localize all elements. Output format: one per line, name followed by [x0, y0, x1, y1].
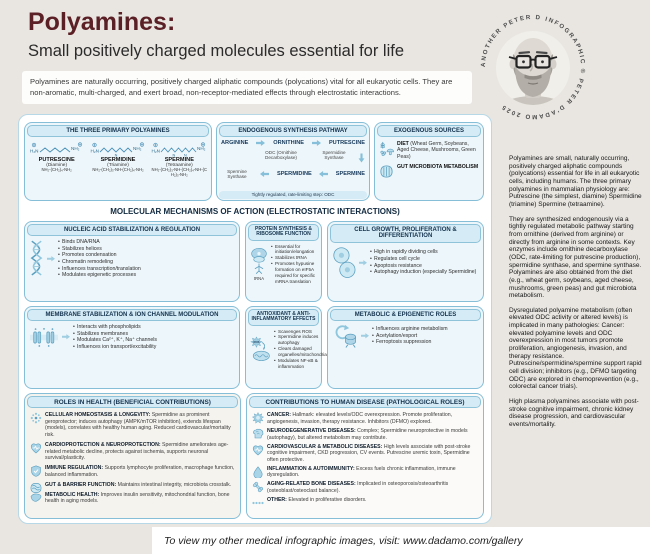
arrow-down-icon	[359, 153, 365, 162]
source-item-title: GUT MICROBIOTA METABOLISM	[397, 164, 479, 171]
node-spermine: SPERMINE	[335, 170, 365, 177]
molecule-formula: NH₂-(CH₂)₃-NH-(CH₂)₄-NH-(CH₂)₃-NH₂	[151, 166, 208, 177]
mechanism-box-cell-growth	[327, 221, 484, 302]
mechanism-bullets	[372, 326, 480, 346]
mechanism-bullets	[73, 324, 236, 351]
page-subtitle: Small positively charged molecules essential for life	[28, 42, 405, 60]
source-item-title: DIET	[397, 140, 409, 147]
mechanism-bullets	[58, 239, 236, 279]
list-item	[29, 412, 235, 438]
item-text: Improves insulin sensitivity, mitochondrial function, bone health in aging models.	[45, 491, 230, 505]
bullet: • Clears damaged organelles/mitochondria	[274, 346, 327, 358]
molecule-name: SPERMIDINE	[100, 156, 136, 163]
bullet: • Apoptosis resistance	[370, 263, 480, 270]
bullet: • Scavenges ROS	[274, 329, 327, 335]
mechanism-bullets	[274, 329, 327, 370]
mechanism-bullets	[271, 244, 318, 285]
source-item-text	[397, 141, 479, 161]
svg-text:NH₂: NH₂	[197, 145, 206, 151]
pathway-row-1	[221, 140, 365, 146]
svg-text:H₂N: H₂N	[29, 148, 39, 154]
footer-gallery-link[interactable]: www.dadamo.com/gallery	[402, 534, 523, 547]
cancer-cell-icon	[252, 412, 264, 424]
bullet: • Interacts with phospholipids	[73, 324, 236, 331]
bullet: • Chromatin remodeling	[58, 259, 236, 266]
node-ornithine: ORNITHINE	[273, 139, 305, 146]
exogenous-sources-header: EXOGENOUS SOURCES	[377, 125, 481, 137]
dividing-cells-icon	[332, 246, 356, 280]
membrane-channel-icon	[29, 327, 59, 348]
arrow-right-icon	[361, 333, 369, 339]
pathway-row-2	[221, 169, 365, 179]
item-text: Elevated in proliferative disorders.	[288, 496, 367, 503]
synthesis-pathway-box	[216, 122, 370, 201]
disease-roles-box	[246, 393, 484, 519]
trna-label: tRNA	[253, 276, 264, 282]
enzyme-spermidine-synthase-label: Spermidine Synthase	[322, 149, 346, 160]
bullet: • Autophagy induction (especially Spermidine)	[370, 269, 480, 276]
ribosome-trna-icon	[250, 247, 268, 281]
enzyme-odc-label: ODC (Ornithine Decarboxylase)	[265, 149, 297, 160]
molecule-type: (Triamine)	[107, 162, 129, 168]
source-item-gut	[375, 162, 483, 181]
mechanism-bullets	[370, 249, 480, 276]
bullet: • Modulates NF-κB & inflammation	[274, 358, 327, 370]
health-roles-header: ROLES IN HEALTH (BENEFICIAL CONTRIBUTIONS)	[27, 396, 238, 408]
intro-text: Polyamines are naturally occurring, positively charged aliphatic compounds (polycations) vital for all eukaryotic cells. They are non-aromatic, multi-charged, and exert broad, non-receptor-mediated effects through electrostatic interactions.	[30, 77, 453, 97]
bullet: • Acetylation/export	[372, 333, 480, 340]
item-text: High levels associate with post-stroke cognitive impairment, CKD progression, CV events. Putrescine uremic toxin, Spermidine often protective.	[267, 443, 471, 463]
longevity-sparkle-icon	[30, 412, 42, 424]
spermine-structure-icon	[151, 141, 207, 157]
mechanism-box-header: METABOLIC & EPIGENETIC ROLES	[330, 309, 481, 321]
list-item	[251, 481, 478, 494]
brain-icon	[252, 428, 264, 440]
molecule-spermidine	[88, 141, 149, 178]
disease-roles-list	[247, 410, 483, 505]
list-item	[29, 482, 235, 489]
enzyme-spermine-synthase-label: Spermine Synthase	[227, 168, 247, 179]
item-title: CARDIOPROTECTION & NEUROPROTECTION:	[45, 442, 161, 449]
item-title: INFLAMMATION & AUTOIMMUNITY:	[267, 465, 355, 472]
svg-text:N: N	[114, 153, 118, 157]
svg-text:NH₂: NH₂	[70, 145, 80, 151]
molecule-type: (Tetraamine)	[165, 162, 193, 168]
disease-roles-header: CONTRIBUTIONS TO HUMAN DISEASE (PATHOLOGICAL ROLES)	[249, 396, 481, 408]
dna-helix-icon	[29, 240, 44, 278]
metabolism-epigenetics-icon	[332, 324, 358, 348]
mechanism-box-nucleic-acid	[24, 221, 240, 302]
item-text: Maintains intestinal integrity, microbiota crosstalk.	[117, 481, 232, 488]
source-item-diet	[375, 139, 483, 163]
bullet: • Stabilizes tRNA	[271, 255, 318, 261]
droplet-icon	[252, 466, 264, 478]
node-putrescine: PUTRESCINE	[328, 139, 365, 146]
sidebar-paragraph: They are synthesized endogenously via a tightly regulated metabolic pathway starting from ornithine (derived from arginine) or directly from arginine in some contexts. Key enzymes include ornithine decarboxylase (ODC, rate-limiting for putrescine production), spermidine synthase, and spermine synthase. Polyamines are also obtained from the diet (e.g., wheat germ, soybeans, aged cheese, mushrooms, green peas) and gut microbiota metabolism.	[509, 215, 642, 300]
bone-icon	[252, 481, 264, 493]
bullet: • Promotes condensation	[58, 252, 236, 259]
bullet: • High in rapidly dividing cells	[370, 249, 480, 256]
badge-ring-text: ANOTHER PETER D INFOGRAPHIC © PETER D'ADAMO 2025	[479, 13, 587, 121]
node-arginine: ARGININE	[221, 139, 249, 146]
footer-bar	[152, 527, 650, 554]
list-item	[251, 412, 478, 425]
ros-label: ROS	[253, 341, 260, 345]
spermidine-structure-icon	[90, 141, 146, 157]
sidebar-paragraph: High plasma polyamines associate with post-stroke cognitive impairment, chronic kidney disease progression, and cardiovascular events/mortality.	[509, 398, 639, 428]
molecule-name: PUTRESCINE	[38, 156, 75, 163]
item-title: CANCER:	[267, 412, 291, 419]
item-title: CARDIOVASCULAR & METABOLIC DISEASES:	[267, 443, 383, 450]
exogenous-sources-box	[374, 122, 484, 201]
bullet: • Modulates Ca²⁺, K⁺, Na⁺ channels	[73, 337, 236, 344]
bullet: • Promotes hypusine formation on eIF5A required for specific mRNA translation	[271, 261, 318, 285]
svg-text:N: N	[172, 153, 176, 157]
putrescine-structure-icon	[29, 141, 85, 157]
bullet: • Influences arginine metabolism	[372, 326, 480, 333]
arrow-right-icon	[256, 140, 265, 146]
svg-text:H₂N: H₂N	[151, 148, 161, 154]
list-item	[251, 444, 478, 464]
mechanism-box-header: ANTIOXIDANT & ANTI-INFLAMMATORY EFFECTS	[248, 309, 319, 326]
source-item-detail: (Wheat Germ, Soybeans, Aged Cheese, Mushrooms, Green Peas)	[397, 140, 476, 160]
list-item	[251, 428, 478, 441]
liver-icon	[30, 492, 42, 504]
source-item-text	[397, 164, 478, 171]
item-text: Supports lymphocyte proliferation, macrophage function, balanced inflammation.	[45, 465, 235, 478]
bullet: • Spermidine induces autophagy	[274, 334, 327, 346]
item-text: Spermidine ameliorates age-related metabolic decline, protects against ischemia, supports neuronal survival/plasticity.	[45, 442, 229, 462]
item-title: CELLULAR HOMEOSTASIS & LONGEVITY:	[45, 412, 151, 419]
arrow-right-icon	[62, 334, 70, 340]
mechanism-box-metabolic	[327, 306, 484, 389]
bullet: • Ferroptosis suppression	[372, 339, 480, 346]
bullet: • Regulates cell cycle	[370, 256, 480, 263]
diet-foods-icon	[379, 141, 394, 156]
ros-mitochondria-icon	[250, 336, 271, 362]
heart-pulse-icon	[30, 442, 42, 454]
mechanism-box-header: CELL GROWTH, PROLIFERATION & DIFFERENTIATION	[330, 224, 481, 243]
primary-polyamines-box	[24, 122, 212, 201]
intro-panel	[22, 71, 472, 104]
molecule-spermine	[149, 141, 210, 178]
molecule-formula: NH₂-(CH₂)₄-NH₂	[41, 166, 72, 172]
molecule-row	[25, 139, 211, 180]
bullet: • Essential for initiation/elongation	[271, 244, 318, 256]
arrow-left-icon	[319, 171, 328, 177]
item-text: Implicated in osteoporosis/osteoarthritis (osteoblast/osteoclast balance).	[267, 481, 449, 494]
page-title: Polyamines:	[28, 8, 176, 36]
dots-icon	[252, 497, 264, 509]
pathway-footnote: Tightly regulated, rate-limiting step: ODC	[219, 191, 367, 199]
health-roles-list	[25, 410, 240, 507]
bullet: • Binds DNA/RNA	[58, 239, 236, 246]
arrow-left-icon	[260, 171, 269, 177]
mechanism-box-header: PROTEIN SYNTHESIS & RIBOSOME FUNCTION	[248, 224, 319, 241]
item-title: IMMUNE REGULATION:	[45, 465, 104, 472]
svg-text:N: N	[184, 153, 188, 157]
sidebar-description	[509, 155, 642, 436]
item-title: METABOLIC HEALTH:	[45, 491, 100, 498]
list-item	[29, 442, 235, 462]
item-text: Complex; Spermidine neuroprotective in models (autophagy), but altered metabolism may contribute.	[267, 427, 468, 441]
mechanism-box-antioxidant	[245, 306, 327, 389]
intestine-icon	[379, 164, 394, 179]
list-item	[29, 465, 235, 478]
bullet: • Modulates epigenetic processes	[58, 272, 236, 279]
bullet: • Influences ion transport/excitability	[73, 344, 236, 351]
shield-check-icon	[30, 465, 42, 477]
list-item	[29, 492, 235, 505]
pathway-diagram	[217, 139, 369, 201]
mechanism-box-membrane	[24, 306, 240, 389]
item-title: NEURODEGENERATIVE DISEASES:	[267, 427, 356, 434]
bullet: • Stabilizes membranes	[73, 331, 236, 338]
bullet: • Stabilizes helices	[58, 246, 236, 253]
item-text: Spermidine as prominent geroprotector; induces autophagy (AMPK/mTOR inhibition), extends lifespan (models), correlates with healthy human aging. Reduced cardiovascular/mortality risk.	[45, 412, 231, 438]
node-spermidine: SPERMIDINE	[276, 170, 312, 177]
author-badge	[478, 12, 588, 122]
svg-text:NH₂: NH₂	[132, 145, 142, 151]
item-text: Excess fuels chronic inflammation, immune dysregulation.	[267, 465, 456, 479]
molecule-type: (Diamine)	[46, 162, 68, 168]
mechanisms-section-title: MOLECULAR MECHANISMS OF ACTION (ELECTROSTATIC INTERACTIONS)	[110, 207, 400, 216]
arrow-right-icon	[312, 140, 321, 146]
arrow-right-icon	[359, 260, 367, 266]
main-panel	[18, 114, 492, 524]
health-roles-box	[24, 393, 241, 519]
heart-cardio-icon	[252, 444, 264, 456]
mechanism-box-protein-synthesis	[245, 221, 322, 302]
synthesis-pathway-header: ENDOGENOUS SYNTHESIS PATHWAY	[219, 125, 367, 137]
mechanism-box-header: MEMBRANE STABILIZATION & ION CHANNEL MODULATION	[27, 309, 237, 321]
mechanism-box-header: NUCLEIC ACID STABILIZATION & REGULATION	[27, 224, 237, 236]
molecule-putrescine	[26, 141, 87, 178]
sidebar-paragraph: Polyamines are small, naturally occurring, positively charged aliphatic compounds (polycations) essential for life in all eukaryotic cells, including humans. The three primary polyamines in mammalian physiology are: Putrescine (the simplest, diamine) Spermidine (triamine) Spermine (tetraamine).	[509, 155, 642, 208]
svg-text:H₂N: H₂N	[90, 148, 99, 154]
list-item	[251, 466, 478, 479]
item-text: Hallmark: elevated levels/ODC overexpression. Promote proliferation, angiogenesis, invasion, therapy resistance. Inhibitors (DFMO) explored.	[267, 412, 453, 425]
list-item	[251, 497, 478, 504]
arrow-right-icon	[47, 256, 55, 262]
primary-polyamines-header: THE THREE PRIMARY POLYAMINES	[27, 125, 209, 137]
molecule-name: SPERMINE	[164, 156, 194, 163]
bullet: • Influences transcription/translation	[58, 266, 236, 273]
item-title: AGING-RELATED BONE DISEASES:	[267, 481, 356, 488]
molecule-formula: NH₂-(CH₂)₃-NH-(CH₂)₄-NH₂	[92, 166, 144, 172]
footer-text: To view my other medical infographic images, visit:	[164, 534, 400, 547]
item-title: OTHER:	[267, 496, 287, 503]
item-title: GUT & BARRIER FUNCTION:	[45, 481, 117, 488]
sidebar-paragraph: Dysregulated polyamine metabolism (often elevated ODC activity or altered levels) is implicated in many pathologies: Cancer: elevated polyamine levels and ODC overexpression in most tumors promote proliferation, angiogenesis, invasion, and therapy resistance. Putrescine/spermidine/spermine support rapid cell division; inhibitors (e.g., DFMO targeting ODC) are explored in chemoprevention (e.g., colorectal cancer trials).	[509, 306, 642, 391]
